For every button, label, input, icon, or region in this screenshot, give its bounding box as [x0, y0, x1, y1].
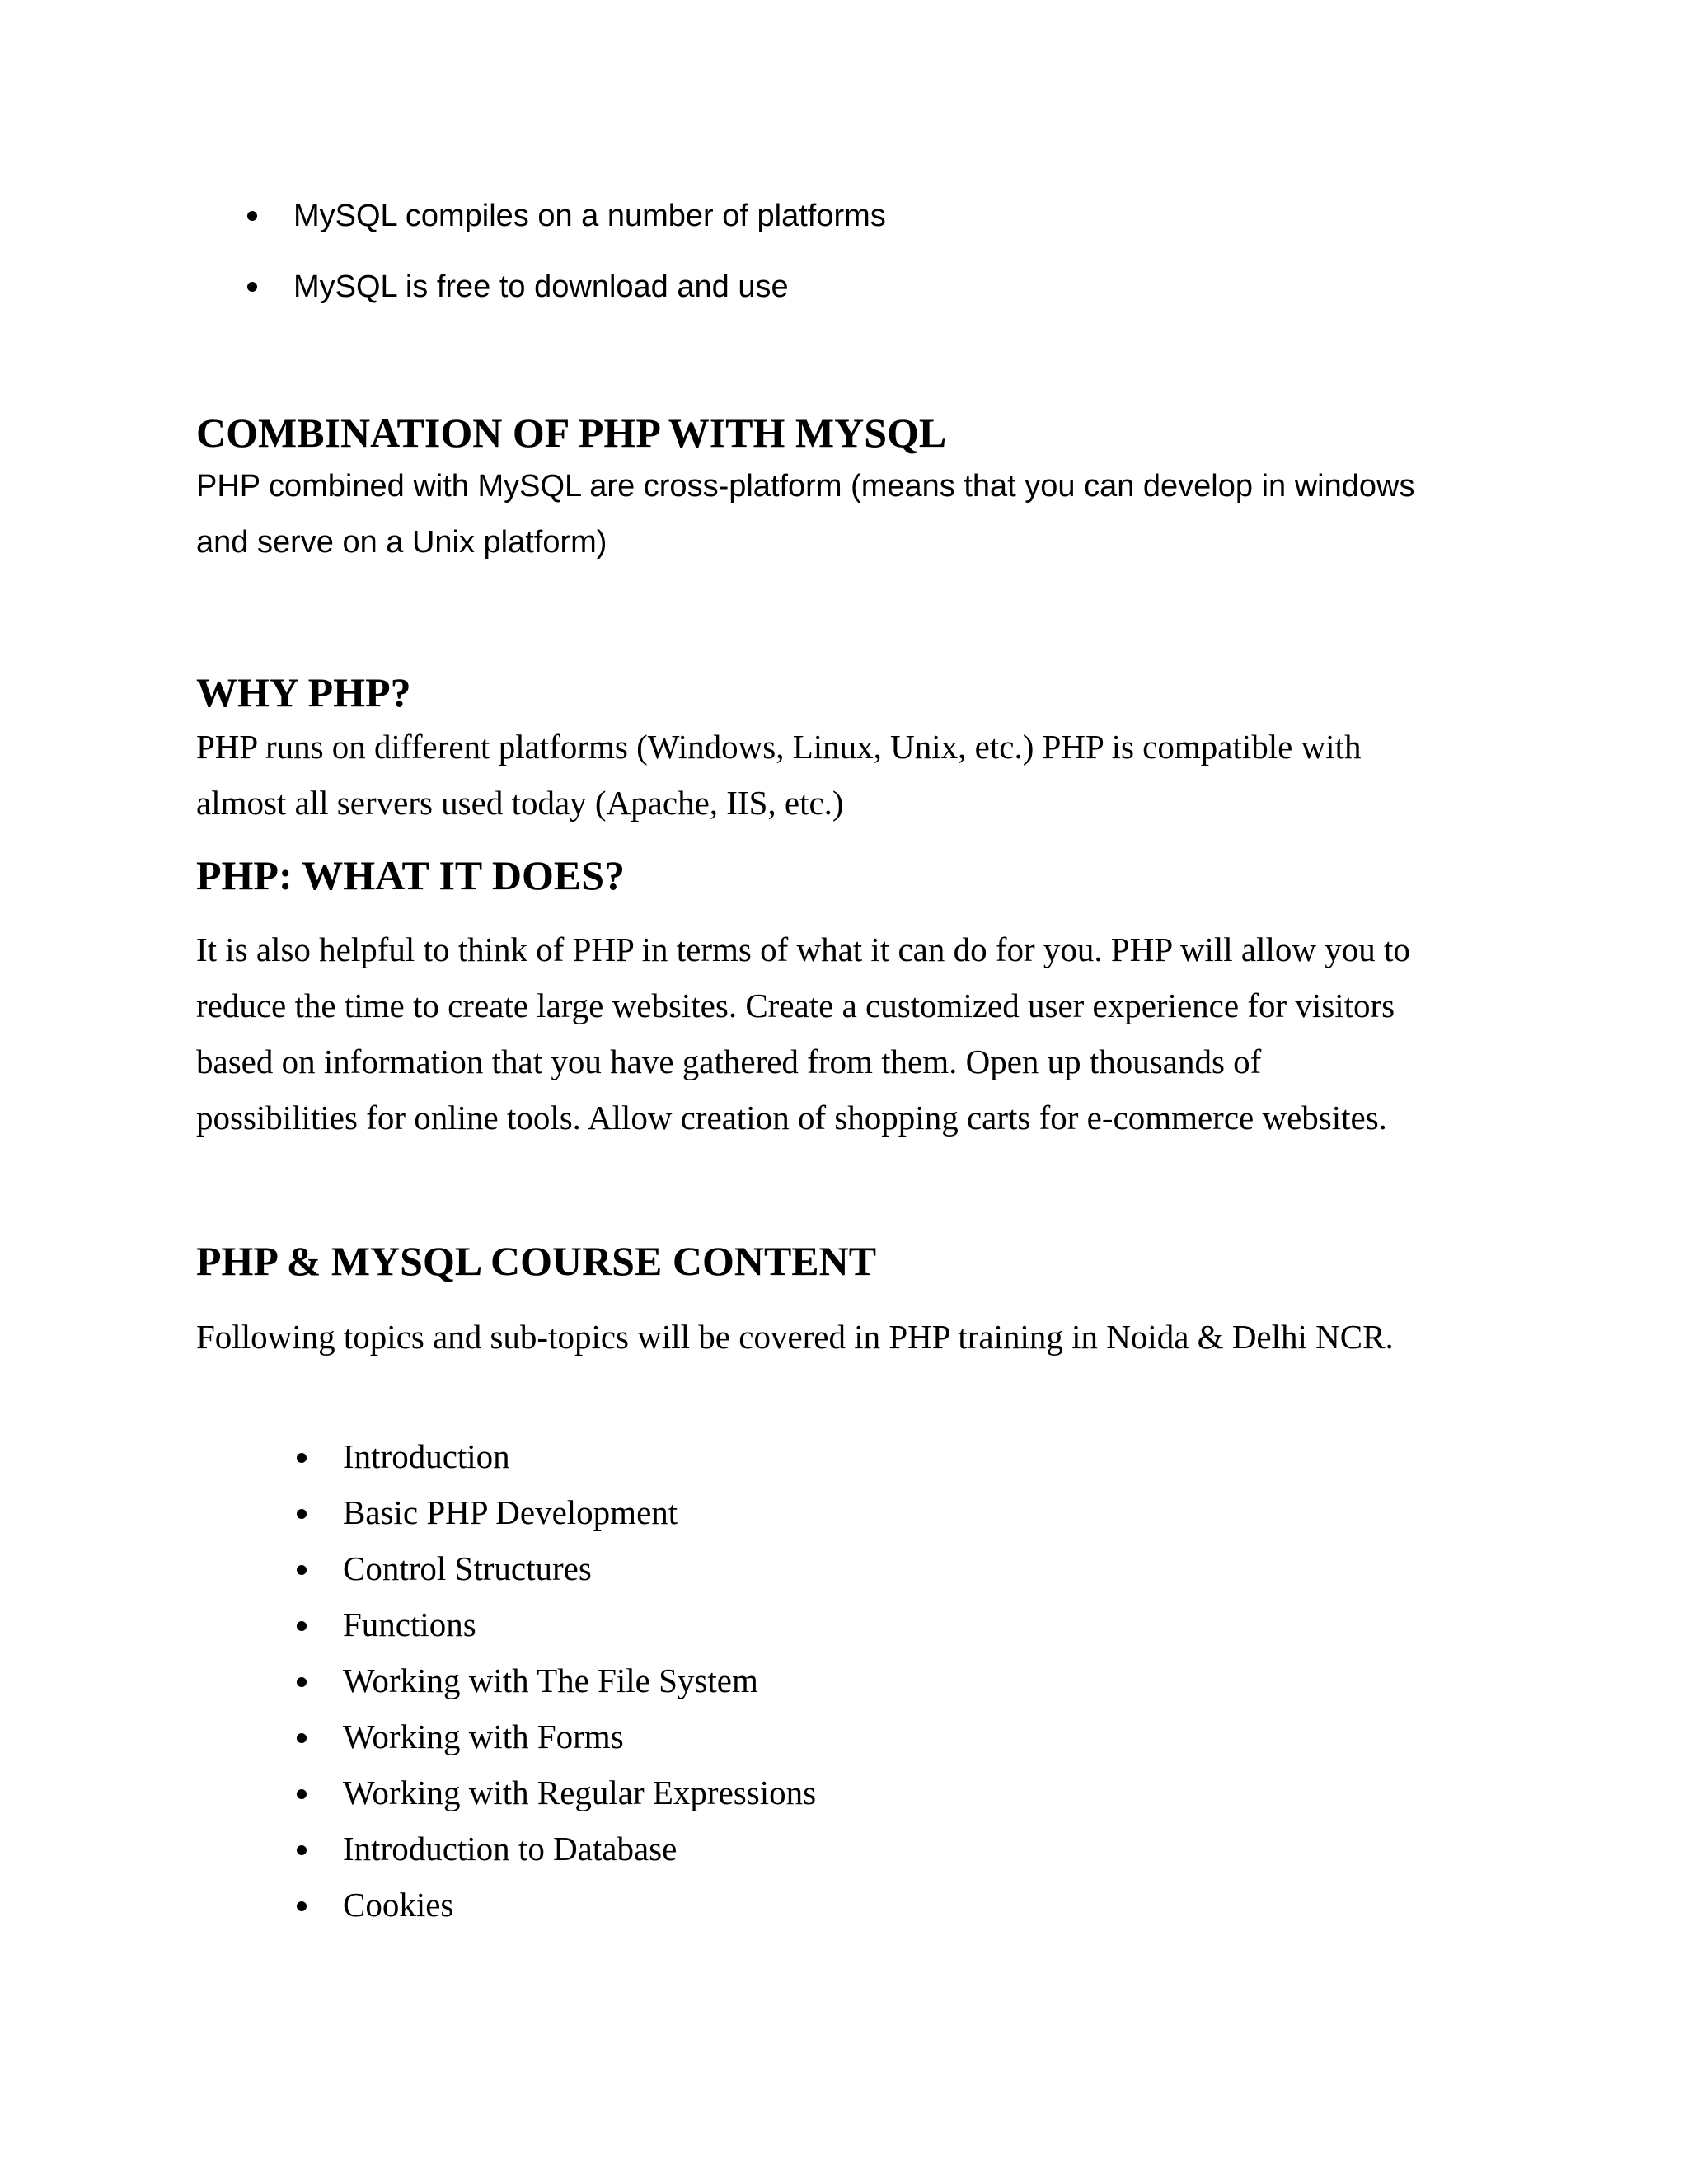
bullet-icon [297, 1789, 307, 1799]
list-item-text: MySQL is free to download and use [293, 269, 789, 304]
bullet-icon [297, 1453, 307, 1463]
list-item-text: Basic PHP Development [343, 1493, 678, 1531]
list-item-text: Working with Forms [343, 1718, 624, 1755]
course-content-intro: Following topics and sub-topics will be covered in PHP training in Noida & Delhi NCR. [196, 1318, 1394, 1356]
bullet-icon [297, 1565, 307, 1575]
bullet-icon [297, 1845, 307, 1855]
bullet-icon [247, 211, 257, 221]
why-php-heading: WHY PHP? [196, 669, 411, 715]
list-item-text: MySQL compiles on a number of platforms [293, 199, 886, 233]
bullet-icon [297, 1901, 307, 1911]
what-it-does-heading: PHP: WHAT IT DOES? [196, 852, 626, 898]
why-php-text-line: almost all servers used today (Apache, IIS, etc.) [196, 784, 844, 822]
list-item-text: Cookies [343, 1886, 454, 1924]
combination-heading: COMBINATION OF PHP WITH MYSQL [196, 410, 947, 456]
list-item-text: Introduction to Database [343, 1830, 678, 1868]
combination-text-line: and serve on a Unix platform) [196, 525, 607, 560]
list-item-text: Functions [343, 1605, 476, 1643]
what-it-does-text-line: It is also helpful to think of PHP in terms of what it can do for you. PHP will allow you to [196, 930, 1410, 968]
bullet-icon [297, 1621, 307, 1631]
what-it-does-text-line: reduce the time to create large websites. Create a customized user experience for visitors [196, 987, 1395, 1024]
why-php-text-line: PHP runs on different platforms (Windows, Linux, Unix, etc.) PHP is compatible with [196, 728, 1362, 766]
list-item-text: Working with The File System [343, 1661, 758, 1699]
course-content-heading: PHP & MYSQL COURSE CONTENT [196, 1238, 877, 1284]
bullet-icon [297, 1733, 307, 1743]
what-it-does-text-line: based on information that you have gathered from them. Open up thousands of [196, 1043, 1262, 1080]
what-it-does-text-line: possibilities for online tools. Allow creation of shopping carts for e-commerce websites. [196, 1099, 1387, 1137]
list-item-text: Working with Regular Expressions [343, 1774, 817, 1811]
bullet-icon [297, 1509, 307, 1519]
bullet-icon [297, 1677, 307, 1687]
bullet-icon [247, 282, 257, 292]
combination-text-line: PHP combined with MySQL are cross-platform (means that you can develop in windows [196, 469, 1415, 504]
list-item-text: Control Structures [343, 1549, 592, 1587]
list-item-text: Introduction [343, 1437, 510, 1475]
